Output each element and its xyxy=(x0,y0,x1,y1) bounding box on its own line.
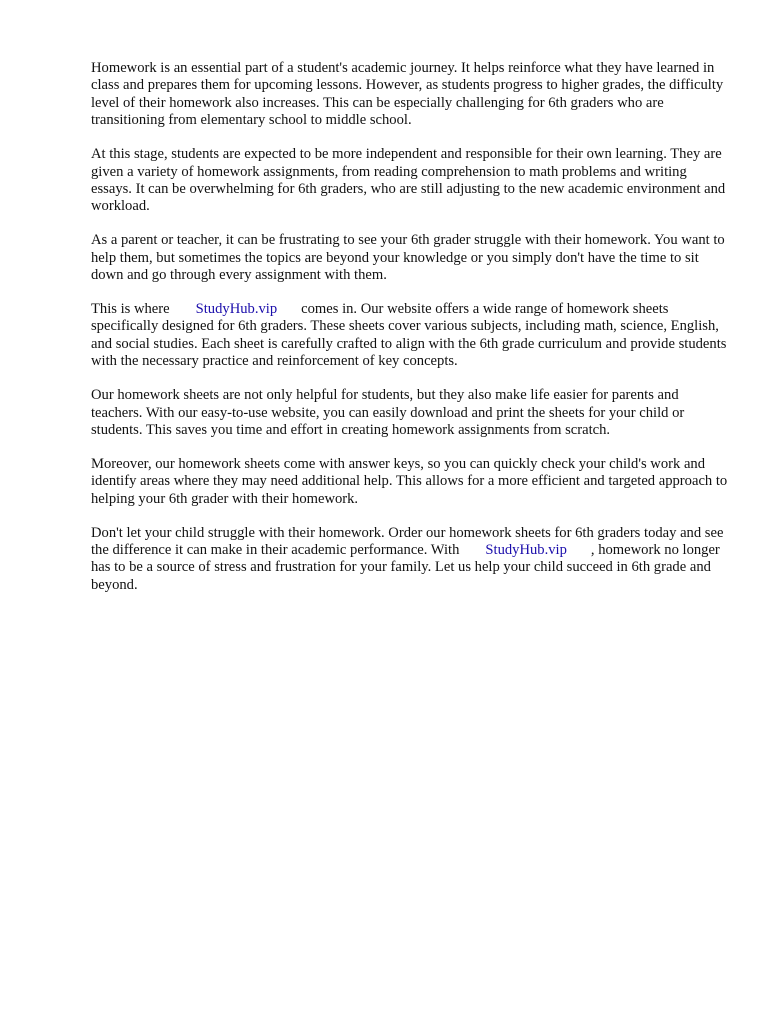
paragraph-parent-struggle: As a parent or teacher, it can be frustrating to see your 6th grader struggle with their homework. You want to help them, but sometimes the topics are beyond your knowledge or you simply don't have the time to sit down and go through every assignment with them. xyxy=(91,232,725,284)
paragraph-text: , homework no longer has to be a source of stress and frustration for your family. Let us help your child succeed in 6th grade and beyond. xyxy=(91,541,720,593)
paragraph-text: comes in. Our website offers a wide range of homework sheets specifically designed for 6th graders. These sheets cover various subjects, including math, science, English, and social studies. Each sheet is carefully crafted to align with the 6th grade curriculum and provide students with the necessary practice and reinforcement of key concepts. xyxy=(91,300,727,370)
paragraph-text: Don't let your child struggle with their homework. Order our homework sheets for 6th graders today and see the difference it can make in their academic performance. With xyxy=(91,524,724,558)
paragraph-website-offer xyxy=(91,301,731,371)
paragraph-easy-use: Our homework sheets are not only helpful for students, but they also make life easier for parents and teachers. With our easy-to-use website, you can easily download and print the sheets for your child or students. This saves you time and effort in creating homework assignments from scratch. xyxy=(91,387,685,438)
studyhub-link[interactable]: StudyHub.vip xyxy=(195,300,278,317)
studyhub-link[interactable]: StudyHub.vip xyxy=(485,541,567,558)
paragraph-call-to-action xyxy=(91,525,731,595)
paragraph-independence: At this stage, students are expected to be more independent and responsible for their own learning. They are given a variety of homework assignments, from reading comprehension to math problems and writing essays. It can be overwhelming for 6th graders, who are still adjusting to the new academic environment and workload. xyxy=(91,146,726,215)
paragraph-answer-keys: Moreover, our homework sheets come with answer keys, so you can quickly check your child's work and identify areas where they may need additional help. This allows for a more efficient and targeted approach to helping your 6th grader with their homework. xyxy=(91,455,728,507)
paragraph-intro: Homework is an essential part of a student's academic journey. It helps reinforce what they have learned in class and prepares them for upcoming lessons. However, as students progress to higher grades, the difficulty level of their homework also increases. This can be especially challenging for 6th graders who are transitioning from elementary school to middle school. xyxy=(91,60,724,129)
paragraph-text: This is where xyxy=(91,300,170,317)
document-body xyxy=(91,60,731,611)
